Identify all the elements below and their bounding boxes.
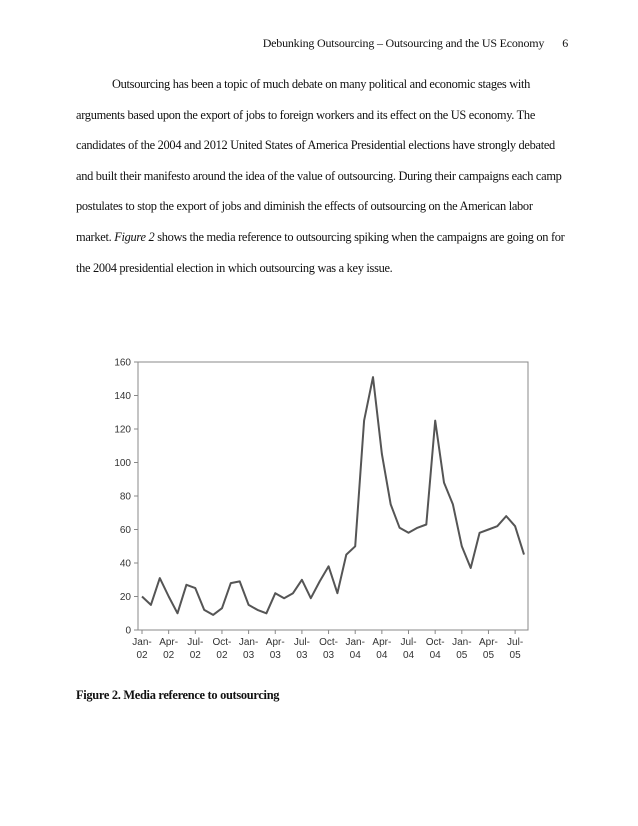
figure-caption: Figure 2. Media reference to outsourcing bbox=[76, 688, 280, 702]
x-tick-label: Jul- bbox=[507, 637, 524, 648]
paragraph-text-before: Outsourcing has been a topic of much debate on many political and economic stages with arguments based upon the export of jobs to foreign workers and its effect on the US economy. The candidates of the 2004 and 2012 United States of America Presidential elections have strongly debated and built their manifesto around the idea of the value of outsourcing. During their campaigns each camp postulates to stop the export of jobs and diminish the effects of outsourcing on the American labor market. bbox=[76, 77, 562, 244]
y-tick-label: 80 bbox=[119, 491, 131, 503]
x-tick-label: Oct- bbox=[212, 637, 232, 648]
x-tick-label-year: 03 bbox=[269, 650, 281, 661]
x-tick-label-year: 02 bbox=[189, 650, 201, 661]
x-tick-label-year: 02 bbox=[136, 650, 148, 661]
paragraph-text-after: shows the media reference to outsourcing spiking when the campaigns are going on for the 2004 presidential election in which outsourcing was a key issue. bbox=[76, 229, 565, 275]
page-number: 6 bbox=[562, 36, 568, 50]
x-tick-label: Jan- bbox=[132, 637, 152, 648]
x-tick-label-year: 02 bbox=[163, 650, 175, 661]
paragraph bbox=[76, 69, 566, 283]
media-reference-chart bbox=[100, 352, 540, 672]
y-tick-label: 40 bbox=[119, 558, 131, 570]
x-tick-label: Jul- bbox=[293, 637, 310, 648]
x-tick-label-year: 04 bbox=[349, 650, 361, 661]
x-tick-label: Jan- bbox=[238, 637, 259, 648]
x-tick-label: Jan- bbox=[452, 637, 472, 648]
x-tick-label: Apr- bbox=[479, 637, 498, 648]
x-tick-label: Apr- bbox=[159, 637, 179, 648]
y-tick-label: 140 bbox=[114, 391, 131, 402]
running-head-title: Debunking Outsourcing – Outsourcing and the US Economy bbox=[262, 36, 545, 50]
x-tick-label-year: 04 bbox=[402, 650, 415, 661]
x-tick-label: Jul- bbox=[187, 637, 204, 648]
y-tick-label: 160 bbox=[114, 357, 131, 369]
x-tick-label: Apr- bbox=[372, 637, 392, 648]
body-paragraph bbox=[76, 69, 566, 283]
x-tick-label: Apr- bbox=[265, 637, 285, 648]
running-head bbox=[263, 36, 568, 51]
y-tick-label: 60 bbox=[119, 525, 131, 536]
x-tick-label-year: 02 bbox=[216, 650, 228, 661]
x-tick-label-year: 03 bbox=[296, 650, 308, 661]
x-tick-label-year: 05 bbox=[482, 650, 495, 661]
figure-reference: Figure 2 bbox=[114, 229, 155, 244]
x-tick-label-year: 03 bbox=[243, 650, 255, 661]
series-line bbox=[142, 377, 524, 615]
x-tick-label: Jan- bbox=[345, 637, 365, 648]
y-tick-label: 120 bbox=[114, 424, 131, 436]
y-tick-label: 0 bbox=[125, 625, 131, 637]
x-tick-label-year: 05 bbox=[456, 650, 468, 661]
x-tick-label-year: 04 bbox=[376, 650, 388, 661]
x-tick-label: Oct- bbox=[425, 637, 445, 648]
x-tick-label-year: 04 bbox=[429, 650, 441, 661]
y-tick-label: 20 bbox=[119, 592, 131, 603]
x-tick-label-year: 05 bbox=[509, 650, 521, 661]
y-axis-ticks bbox=[114, 358, 138, 637]
y-tick-label: 100 bbox=[114, 458, 131, 469]
x-tick-label: Oct- bbox=[319, 637, 339, 648]
x-tick-label-year: 03 bbox=[322, 650, 335, 661]
x-axis-ticks bbox=[132, 630, 523, 661]
x-tick-label: Jul- bbox=[400, 637, 417, 648]
